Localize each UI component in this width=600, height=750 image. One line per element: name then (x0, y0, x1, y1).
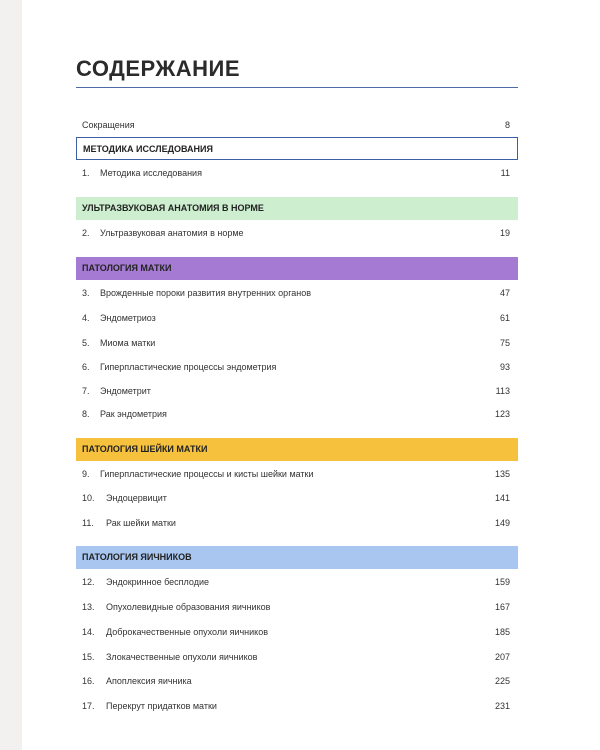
toc-row[interactable] (76, 383, 518, 399)
toc-label: Миома матки (100, 338, 156, 348)
toc-row[interactable] (76, 225, 518, 241)
toc-number: 16. (82, 676, 95, 686)
toc-label: Гиперпластические процессы эндометрия (100, 362, 277, 372)
toc-page-number: 93 (499, 362, 510, 372)
toc-number: 1. (82, 168, 90, 178)
toc-label: Методика исследования (100, 168, 202, 178)
toc-number: 11. (82, 518, 94, 528)
toc-row[interactable] (76, 673, 518, 689)
toc-label: Гиперпластические процессы и кисты шейки матки (100, 469, 314, 479)
toc-page-number: 149 (494, 518, 510, 528)
toc-row[interactable] (76, 165, 518, 181)
toc-row[interactable] (76, 515, 518, 531)
toc-page-number: 225 (494, 676, 510, 686)
toc-label: Доброкачественные опухоли яичников (106, 627, 269, 637)
toc-label: Опухолевидные образования яичников (106, 602, 271, 612)
section-title: ПАТОЛОГИЯ ШЕЙКИ МАТКИ (82, 444, 208, 454)
toc-page-number: 123 (494, 409, 510, 419)
toc-page-number: 167 (494, 602, 510, 612)
section-header-ovaries[interactable] (76, 546, 518, 569)
toc-number: 5. (82, 338, 90, 348)
section-title: ПАТОЛОГИЯ МАТКИ (82, 263, 172, 273)
toc-page-number: 231 (494, 701, 510, 711)
toc-row[interactable] (76, 335, 518, 351)
toc-row[interactable] (76, 574, 518, 590)
toc-row[interactable] (76, 698, 518, 714)
toc-number: 14. (82, 627, 95, 637)
toc-number: 9. (82, 469, 90, 479)
toc-number: 12. (82, 577, 95, 587)
toc-label: Апоплексия яичника (106, 676, 192, 686)
toc-row[interactable] (76, 490, 518, 506)
section-header-uterus[interactable] (76, 257, 518, 280)
page-title: СОДЕРЖАНИЕ (76, 56, 241, 81)
section-title: УЛЬТРАЗВУКОВАЯ АНАТОМИЯ В НОРМЕ (82, 203, 264, 213)
toc-page-number: 207 (494, 652, 510, 662)
toc-row[interactable] (76, 466, 518, 482)
toc-page-number: 75 (499, 338, 510, 348)
toc-number: 8. (82, 409, 90, 419)
toc-row[interactable] (76, 359, 518, 375)
toc-row[interactable] (76, 406, 518, 422)
title-underline (76, 87, 518, 88)
toc-row[interactable] (76, 649, 518, 665)
toc-page-number: 47 (499, 288, 510, 298)
toc-row[interactable] (76, 624, 518, 640)
toc-page-number: 185 (494, 627, 510, 637)
toc-label: Рак шейки матки (106, 518, 176, 528)
toc-row[interactable] (76, 285, 518, 301)
toc-number: 15. (82, 652, 95, 662)
toc-number: 4. (82, 313, 90, 323)
toc-number: 3. (82, 288, 90, 298)
toc-label: Врожденные пороки развития внутренних органов (100, 288, 312, 298)
section-title: ПАТОЛОГИЯ ЯИЧНИКОВ (82, 552, 192, 562)
toc-page-number: 61 (499, 313, 510, 323)
section-header-methods[interactable] (76, 137, 518, 160)
toc-label: Сокращения (82, 120, 135, 130)
toc-page-number: 141 (494, 493, 510, 503)
toc-number: 6. (82, 362, 90, 372)
toc-row-abbreviations[interactable] (76, 117, 518, 133)
toc-label: Рак эндометрия (100, 409, 167, 419)
toc-label: Перекрут придатков матки (106, 701, 217, 711)
toc-number: 2. (82, 228, 90, 238)
toc-row[interactable] (76, 599, 518, 615)
toc-label: Эндометрит (100, 386, 151, 396)
toc-row[interactable] (76, 310, 518, 326)
toc-page-number: 8 (504, 120, 510, 130)
toc-label: Ультразвуковая анатомия в норме (100, 228, 244, 238)
toc-label: Злокачественные опухоли яичников (106, 652, 258, 662)
toc-number: 13. (82, 602, 95, 612)
toc-label: Эндоцервицит (106, 493, 167, 503)
toc-page-number: 159 (494, 577, 510, 587)
toc-number: 17. (82, 701, 95, 711)
section-header-anatomy[interactable] (76, 197, 518, 220)
section-title: МЕТОДИКА ИССЛЕДОВАНИЯ (83, 144, 213, 154)
toc-label: Эндокринное бесплодие (106, 577, 209, 587)
toc-page-number: 113 (495, 386, 510, 396)
toc-number: 7. (82, 386, 90, 396)
toc-label: Эндометриоз (100, 313, 156, 323)
toc-page-number: 11 (500, 168, 510, 178)
section-header-cervix[interactable] (76, 438, 518, 461)
toc-number: 10. (82, 493, 95, 503)
toc-page-number: 19 (499, 228, 510, 238)
toc-page-number: 135 (494, 469, 510, 479)
